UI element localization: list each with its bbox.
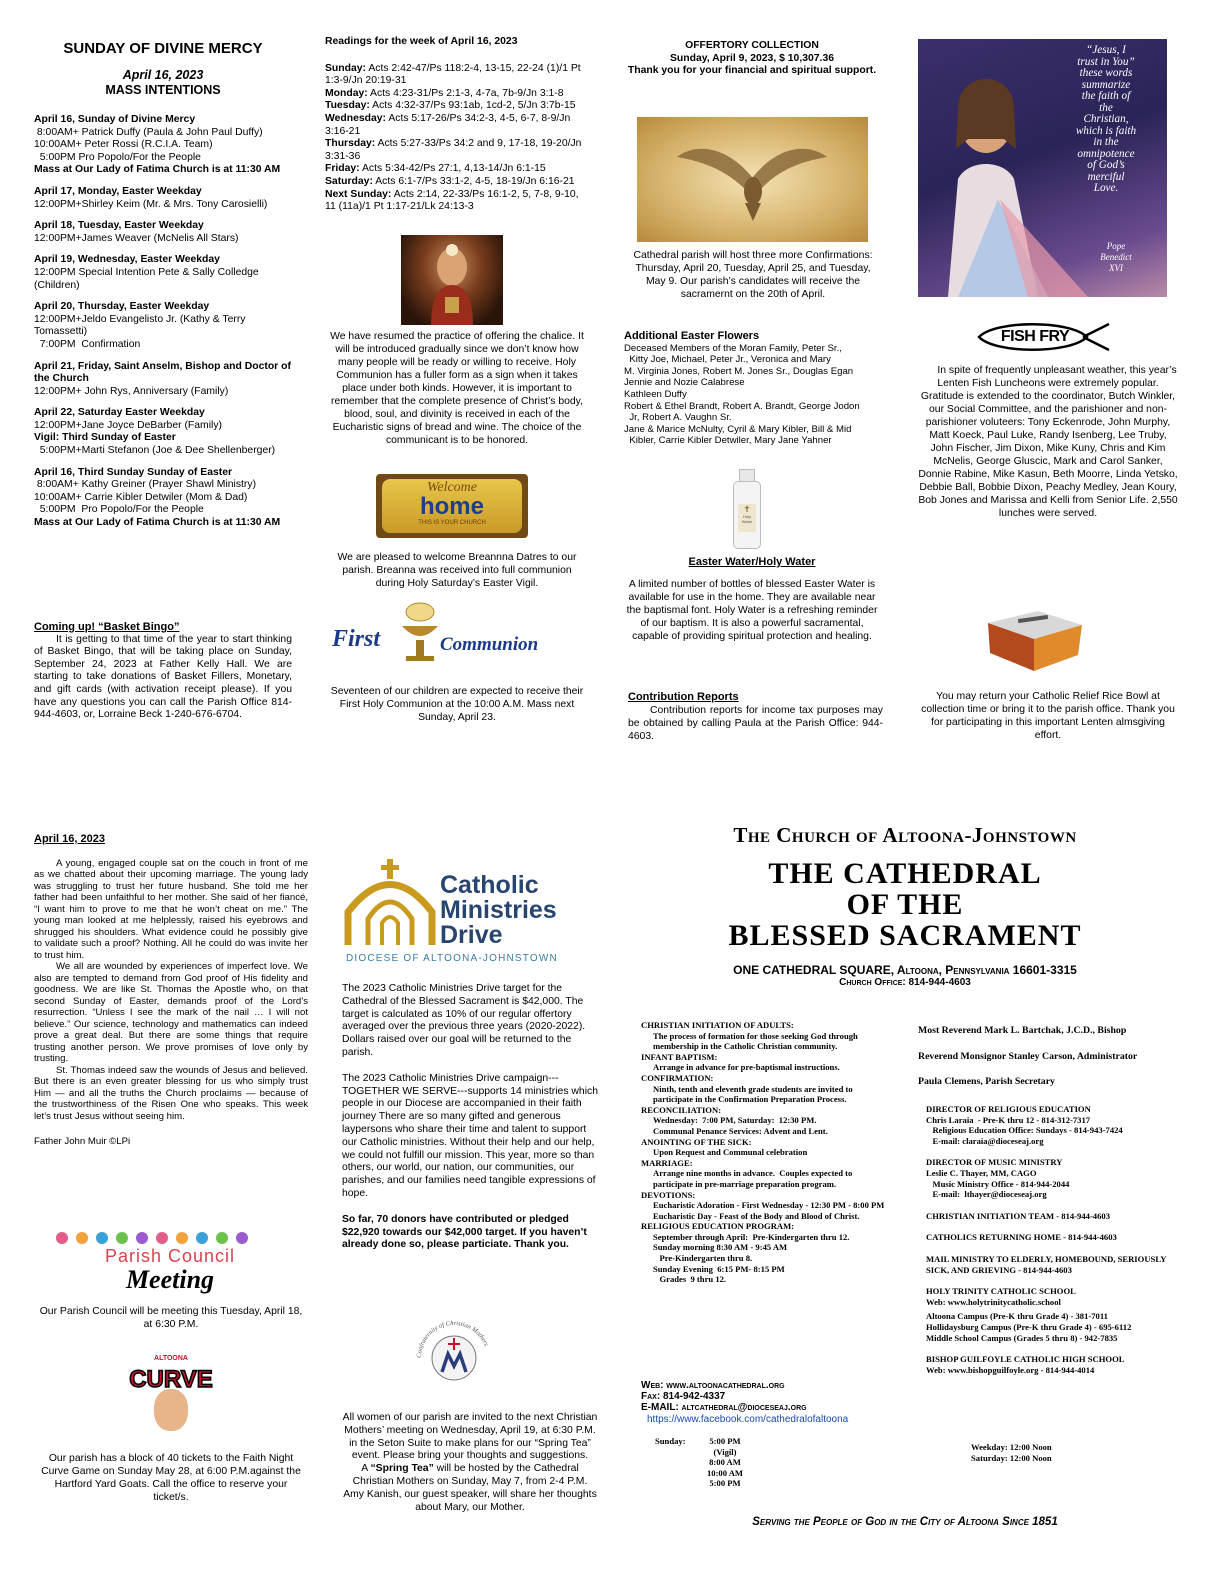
sacrament-title: ANOINTING OF THE SICK: [641, 1136, 752, 1147]
staff-member: Most Reverend Mark L. Bartchak, J.C.D., Bishop [918, 1025, 1127, 1036]
parish-council-text: Our Parish Council will be meeting this Tuesday, April 18, at 6:30 P.M. [39, 1306, 303, 1330]
sacrament-detail: Arrange in advance for pre-baptismal instructions. [653, 1062, 840, 1073]
pastor-reflection [34, 833, 308, 1149]
church-office-phone: Church Office: 814-944-4603 [839, 977, 971, 988]
reading-item [325, 163, 589, 176]
spring-tea-text [342, 1463, 598, 1514]
cmd-paragraph-1: The 2023 Catholic Ministries Drive target for the Cathedral of the Blessed Sacrament is $42,000. The target is calculated as 10% of our regular offertory averaged over the previous three years (2020-2022). Dollars raised over our goal will be returned to the parish. [342, 983, 586, 1058]
staff-list [918, 1025, 1180, 1102]
quote-author-line: XVI [1109, 263, 1123, 273]
sunday-time: 8:00 AM [709, 1457, 741, 1468]
sacrament-detail: Eucharistic Day - Feast of the Body and Blood of Christ. [653, 1210, 860, 1221]
quote-line: omnipotence [1077, 147, 1135, 160]
cmd-text [342, 983, 598, 1252]
reading-text: Acts 2:14, 22-33/Ps 16:1-2, 5, 7-8, 9-10, 11 (11a)/1 Pt 1:17-21/Lk 24:13-3 [325, 188, 579, 213]
parish-council-logo [46, 1228, 294, 1294]
flowers-title: Additional Easter Flowers [624, 330, 760, 342]
director-block [926, 1232, 1184, 1243]
communion-word: Communion [440, 634, 539, 655]
director-detail: Altoona Campus (Pre-K thru Grade 4) - 381-7011 [926, 1311, 1108, 1322]
reflection-paragraph: St. Thomas indeed saw the wounds of Jesus and believed. But there is an even greater blessing for us who simply trust Him — and all the truths the Church proclaims — because of the trustworthiness of the Risen One who speaks. This week let’s trust Jesus without seeing him. [34, 1064, 308, 1122]
sacrament-title: RECONCILIATION: [641, 1104, 722, 1115]
mass-entry-line: 5:00PM Pro Popolo/For the People [34, 504, 204, 516]
reflection-text [34, 858, 308, 1123]
director-block [926, 1286, 1184, 1343]
reading-item [325, 63, 589, 88]
fish-fry-label: FISH FRY [1000, 328, 1070, 345]
cross-icon: ✝ [743, 504, 751, 514]
quote-text [1050, 45, 1162, 195]
reflection-paragraph: We all are wounded by experiences of imperfect love. We also are tempted to demand from God proof of His fidelity and goodness. We are like St. Thomas the Apostle who, on that second Sunday of Easter, demands proof of the Lord’s resurrection. “Unless I see the mark of the nail … I will not believe.” Our science, technology and mathematics can indeed prove a great deal. But there are some things that require trusting another person. We prove promises of love only by trusting. [34, 961, 308, 1065]
staff-member: Reverend Monsignor Stanley Carson, Administrator [918, 1050, 1138, 1062]
sacrament-detail: participate in the Confirmation Preparation Process. [653, 1094, 847, 1105]
catholic-ministries-drive-logo [342, 857, 602, 967]
logo-ministries: Ministries [440, 896, 557, 924]
mass-entry [34, 361, 292, 399]
reading-day: Tuesday: [325, 100, 370, 112]
curve-word: CURVE [129, 1366, 213, 1393]
quote-line: “Jesus, I [1086, 44, 1126, 56]
reading-day: Monday: [325, 87, 368, 99]
weekday-times: Weekday: 12:00 Noon [971, 1442, 1052, 1452]
basket-bingo [34, 621, 292, 722]
communion-text: Seventeen of our children are expected to receive their First Holy Communion at the 10:00 A.M. Mass next Sunday, April 23. [330, 686, 584, 723]
reading-day: Friday: [325, 163, 360, 175]
reading-text: Acts 4:23-31/Ps 2:1-3, 4-7a, 7b-9/Jn 3:1-8 [367, 87, 564, 99]
sacrament-detail: Upon Request and Communal celebration [653, 1147, 808, 1158]
tea-post: will be hosted by the Cathedral Christian Mothers on Sunday, May 7, from 2-4 P.M. Amy Kanish, our guest speaker, will share her thoughts about Mary, our Mother. [343, 1463, 597, 1513]
reading-text: Acts 4:32-37/Ps 93:1ab, 1cd-2, 5/Jn 3:7b-15 [369, 100, 576, 112]
curve-top-label: ALTOONA [154, 1355, 188, 1362]
flowers-line: M. Virginia Jones, Robert M. Jones Sr., Douglas Egan [624, 365, 854, 377]
quote-line: these words [1079, 67, 1133, 79]
mass-entry-line: 12:00PM+Jane Joyce DeBarber (Family) [34, 419, 222, 431]
mass-entry [34, 407, 292, 457]
saturday-times: Saturday: 12:00 Noon [971, 1452, 1052, 1463]
fax-number: Fax: 814-942-4337 [641, 1391, 726, 1402]
reading-day: Thursday: [325, 138, 376, 150]
bottle-label: Holy Water [741, 514, 753, 524]
quote-line: summarize [1081, 78, 1131, 91]
page-title: SUNDAY OF DIVINE MERCY [63, 40, 263, 57]
bingo-title: Coming up! “Basket Bingo” [34, 621, 180, 633]
reading-item [325, 113, 589, 138]
sacrament-title: DEVOTIONS: [641, 1189, 696, 1200]
sunday-time: 5:00 PM (Vigil) [709, 1436, 741, 1457]
curve-text: Our parish has a block of 40 tickets to the Faith Night Curve Game on Sunday May 28, at 6:00 P.M.against the Hartford Yard Goats. Call the office to reserve your ticket/s. [41, 1453, 301, 1503]
sunday-time: 10:00 AM [706, 1467, 744, 1478]
mass-entry-line: 12:00PM+Shirley Keim (Mr. & Mrs. Tony Carosielli) [34, 198, 268, 210]
director-detail: Middle School Campus (Grades 5 thru 8) - 942-7835 [926, 1332, 1118, 1343]
sacrament-detail: September through April: Pre-Kindergarten thru 12. [653, 1231, 850, 1242]
divine-mercy-image [918, 39, 1167, 297]
water-text: A limited number of bottles of blessed Easter Water is available for use in the home. They are available near the baptismal font. Holy Water is a refreshing reminder of our baptism. It is also a powerful sacramental, capable of providing spiritual protection and healing. [626, 578, 878, 642]
mass-entries [34, 114, 292, 530]
quote-line: Love. [1093, 182, 1119, 194]
sacrament-detail: membership in the Catholic Christian community. [653, 1041, 838, 1052]
holy-water-bottle-image [731, 469, 761, 549]
offertory-title: OFFERTORY COLLECTION [685, 40, 819, 51]
holy-water-section [624, 556, 880, 643]
quote-author-line: Benedict [1100, 252, 1132, 262]
readings-title: Readings for the week of April 16, 2023 [325, 36, 518, 47]
mass-entry-line: 10:00AM+ Peter Rossi (R.C.I.A. Team) [34, 139, 213, 151]
logo-catholic: Catholic [440, 871, 539, 899]
mass-entry [34, 220, 292, 245]
sacrament-title: MARRIAGE: [641, 1157, 693, 1168]
quote-line: the [1099, 101, 1113, 114]
quote-line: of God’s [1087, 159, 1125, 171]
reading-text: Acts 6:1-7/Ps 33:1-2, 4-5, 18-19/Jn 6:16-21 [372, 175, 575, 187]
parish-council-title: Parish Council [104, 1246, 236, 1266]
reflection-date: April 16, 2023 [34, 833, 105, 845]
staff-member: Paula Clemens, Parish Secretary [918, 1076, 1055, 1087]
director-detail: Leslie C. Thayer, MM, CAGO [926, 1167, 1037, 1178]
director-title: CATHOLICS RETURNING HOME - 814-944-4603 [926, 1232, 1117, 1243]
mass-entry [34, 467, 292, 530]
quote-line: merciful [1087, 170, 1125, 183]
mass-entry [34, 186, 292, 211]
reading-day: Sunday: [325, 62, 366, 74]
sunday-time: 5:00 PM [709, 1478, 741, 1489]
church-header [640, 822, 1170, 989]
director-block [926, 1254, 1184, 1275]
mass-entry-day: April 20, Thursday, Easter Weekday [34, 301, 210, 313]
offertory-amount: Sunday, April 9, 2023, $ 10,307.36 [669, 52, 835, 64]
mass-schedule-weekday [971, 1442, 1151, 1463]
flowers-line: Kibler, Carrie Kibler Detwiler, Mary Jane Yahner [624, 435, 832, 447]
flowers-line: Deceased Members of the Moran Family, Peter Sr., [624, 342, 842, 354]
sunday-label: Sunday: [655, 1436, 686, 1446]
director-detail: Religious Education Office: Sundays - 814-943-7424 [926, 1125, 1123, 1136]
easter-flowers [624, 330, 888, 447]
welcome-home-image [376, 474, 528, 538]
web-address[interactable]: Web: www.altoonacathedral.org [641, 1380, 785, 1391]
rice-bowl-text: You may return your Catholic Relief Rice Bowl at collection time or bring it to the parish office. Thank you for participating in this important Lenten almsgiving effort. [921, 691, 1175, 741]
sacrament-title: RELIGIOUS EDUCATION PROGRAM: [641, 1221, 795, 1232]
mass-entry-day: April 22, Saturday Easter Weekday [34, 407, 205, 419]
mass-schedule-sunday [655, 1436, 835, 1489]
mass-entry [34, 301, 292, 351]
sacrament-title: CONFIRMATION: [641, 1072, 714, 1083]
parish-council-meeting: Meeting [125, 1265, 215, 1294]
reading-day: Next Sunday: [325, 188, 392, 200]
director-title: BISHOP GUILFOYLE CATHOLIC HIGH SCHOOL [926, 1354, 1125, 1365]
first-word: First [332, 626, 381, 652]
mass-entry-line: 8:00AM+ Patrick Duffy (Paula & John Paul Duffy) [34, 126, 263, 138]
mass-entry-line: 12:00PM+ John Rys, Anniversary (Family) [34, 385, 229, 397]
readings-list [325, 63, 589, 214]
mass-entry-line: 10:00AM+ Carrie Kibler Detwiler (Mom & Dad) [34, 491, 248, 503]
email-address[interactable]: E-MAIL: altcathedral@dioceseaj.org [641, 1402, 807, 1413]
readings [325, 36, 589, 214]
mass-entry-day: April 16, Sunday of Divine Mercy [34, 114, 196, 125]
mass-intentions-heading: MASS INTENTIONS [105, 83, 221, 97]
bingo-text: It is getting to that time of the year to start thinking of Basket Bingo, that will be taking place on Sunday, September 24, 2023 at Father Kelly Hall. We are starting to take donations of Basket Fillers, Monetary, and gift cards (with activation receipt please). If you have any questions you can call the Parish Office 814-944-4603, or, Lorraine Beck 1-240-676-6704. [34, 633, 292, 721]
sacraments-list [641, 1020, 921, 1285]
sacrament-detail: Pre-Kindergarten thru 8. [653, 1253, 753, 1264]
flowers-line: Robert & Ethel Brandt, Robert A. Brandt, George Jodon [624, 400, 860, 412]
quote-line: Christian, [1083, 113, 1129, 125]
director-title: MAIL MINISTRY TO ELDERLY, HOMEBOUND, SERIOUSLY SICK, AND GRIEVING - 814-944-4603 [926, 1253, 1167, 1275]
fish-fry-text: In spite of frequently unpleasant weather, this year’s Lenten Fish Luncheons were extremely popular. Gratitude is extended to the coordinator, Butch Winkler, our Social Committee, and the parishioner and non-parishioner voluteers: Tony Eckenrode, John Murphy, Matt Koeck, Paul Luke, Randy Isenberg, Lee Truby, John Fischer, Jim Dixon, Mike Kuny, Chris and Kim McNelis, George Gluscic, Mark and Carol Sanker, Donnie Rabine, Mike Kasun, Beth Moorre, Linda Yetsko, Debbie Ball, Bobbie Dixon, Peachy Medley, Jean Koury, Bob Jones and Marissa and Kelli from Senior Life. 2,550 lunches were served. [918, 365, 1178, 519]
mass-entry-day: April 18, Tuesday, Easter Weekday [34, 220, 204, 232]
contribution-reports [628, 691, 883, 743]
offertory-thanks: Thank you for your financial and spiritual support. [627, 65, 877, 77]
reading-text: Acts 5:27-33/Ps 34:2 and 9, 17-18, 19-20/Jn 3:31-36 [325, 138, 582, 162]
tea-pre: A [361, 1463, 371, 1475]
christian-mothers-logo [412, 1316, 496, 1400]
mothers-text: All women of our parish are invited to the next Christian Mothers’ meeting on Wednesday, April 19, at 6:30 P.M. in the Seton Suite to make plans for our “Spring Tea” event. Please bring your thoughts and suggestions. [342, 1412, 598, 1462]
director-detail: Hollidaysburg Campus (Pre-K thru Grade 4) - 695-6112 [926, 1321, 1132, 1332]
mass-entry-line: 5:00PM Pro Popolo/For the People [34, 151, 201, 163]
directors-list [926, 1104, 1184, 1386]
sacrament-detail: Wednesday: 7:00 PM, Saturday: 12:30 PM. [653, 1115, 817, 1126]
quote-line: trust in You” [1077, 55, 1135, 68]
director-detail: Web: www.holytrinitycatholic.school [926, 1296, 1061, 1307]
confirmation-text: Cathedral parish will host three more Confirmations: Thursday, April 20, Tuesday, April 25, and Tuesday, May 9. Our parish’s candidates will receive the sacramernt on the 20th of April. [633, 250, 873, 300]
sacrament-detail: Eucharistic Adoration - First Wednesday - 12:30 PM - 8:00 PM [653, 1200, 885, 1211]
mass-entry-day: April 17, Monday, Easter Weekday [34, 185, 202, 197]
offertory-collection [624, 40, 880, 78]
logo-diocese: DIOCESE OF ALTOONA-JOHNSTOWN [346, 953, 558, 964]
mass-entry-line: 12:00PM Special Intention Pete & Sally Colledge (Children) [34, 266, 262, 291]
water-title: Easter Water/Holy Water [688, 556, 816, 568]
reading-item [325, 189, 589, 214]
sacrament-detail: Grades 9 thru 12. [653, 1274, 727, 1285]
reflection-paragraph: A young, engaged couple sat on the couch in front of me as we chatted about their upcoming marriage. The young lady was struggling to trust her future husband. She told me her father had been unfaithful to her mother. She said of her fiancé, “I want him to prove to me that he won’t cheat on me.” The young man looked at me helplessly, raised his eyebrows and shrugged his shoulders. What evidence could he possibly give to validate such a proof? Nothing. All he could do was invite her to trust him. [34, 857, 308, 961]
cmd-paragraph-3: So far, 70 donors have contributed or pledged $22,920 towards our $42,000 target. If you haven’t already done so, please particiate. Thank you. [342, 1213, 587, 1251]
quote-line: the faith of [1081, 90, 1131, 102]
sacrament-detail: participate in pre-marriage preparation program. [653, 1178, 837, 1189]
mass-entry-line: 8:00AM+ Kathy Greiner (Prayer Shawl Ministry) [34, 479, 257, 491]
chalice-text: We have resumed the practice of offering the chalice. It will be introduced gradually since we don’t know how many people will be ready or willing to receive. Holy Communion has a fuller form as a sign when it takes place under both kinds. However, it is important to remember that the complete presence of Christ’s body, blood, soul, and divinity is received in each of the Eucharistic signs of bread and wine. The choice of the communicant is to be honored. [330, 331, 584, 446]
director-block [926, 1354, 1184, 1375]
mass-entry-day: April 16, Third Sunday Sunday of Easter [34, 466, 233, 478]
flowers-line: Jr, Robert A. Vaughn Sr. [624, 412, 732, 424]
logo-drive: Drive [440, 921, 503, 949]
rice-bowl-image [978, 593, 1088, 673]
mass-intentions-column [34, 40, 292, 539]
reading-day: Wednesday: [325, 112, 387, 124]
flowers-line: Kitty Joe, Michael, Peter Jr., Veronica and Mary [624, 354, 831, 366]
director-detail: Chris Laraia - Pre-K thru 12 - 814-312-7317 [926, 1114, 1091, 1125]
mass-entry-note: Mass at Our Lady of Fatima Church is at 11:30 AM [34, 517, 281, 529]
sunday-times [700, 1436, 750, 1489]
director-title: DIRECTOR OF RELIGIOUS EDUCATION [926, 1104, 1091, 1114]
footer-tagline: Serving the People of God in the City of Altoona Since 1851 [752, 1516, 1058, 1528]
director-detail: Music Ministry Office - 814-944-2044 [926, 1178, 1070, 1189]
sacrament-detail: Sunday Evening 6:15 PM- 8:15 PM [653, 1263, 785, 1274]
cathedral-title-3: BLESSED SACRAMENT [728, 919, 1082, 952]
mass-entry-note: Mass at Our Lady of Fatima Church is at 11:30 AM [34, 164, 281, 176]
cathedral-title-2: OF THE [846, 888, 964, 921]
sacrament-detail: Sunday morning 8:30 AM - 9:45 AM [653, 1242, 788, 1253]
mass-entry-line: 12:00PM+James Weaver (McNelis All Stars) [34, 232, 239, 244]
reflection-author: Father John Muir ©LPi [34, 1136, 131, 1148]
director-block [926, 1157, 1184, 1199]
welcome-text: We are pleased to welcome Breannna Datres to our parish. Breanna was received into full communion during Holy Saturday’s Easter Vigil. [337, 552, 577, 589]
reading-day: Saturday: [325, 175, 373, 187]
director-detail: E-mail: lthayer@dioceseaj.org [926, 1189, 1047, 1200]
reading-text: Acts 2:42-47/Ps 118:2-4, 13-15, 22-24 (1)/1 Pt 1:3-9/Jn 20:19-31 [325, 62, 581, 87]
flowers-line: Jane & Marice McNulty, Cyril & Mary Kibler, Bill & Mid [624, 423, 852, 435]
sacrament-title: CHRISTIAN INITIATION OF ADULTS: [641, 1020, 794, 1030]
holy-spirit-dove-image [637, 117, 868, 242]
sacrament-title: INFANT BAPTISM: [641, 1051, 718, 1062]
mass-entry [34, 114, 292, 177]
director-block [926, 1104, 1184, 1146]
contrib-text: Contribution reports for income tax purposes may be obtained by calling Paula at the Parish Office: 944-4603. [628, 704, 883, 742]
contact-info [641, 1380, 921, 1427]
director-title: DIRECTOR OF MUSIC MINISTRY [926, 1157, 1063, 1168]
sacrament-detail: The process of formation for those seeking God through [653, 1030, 858, 1041]
tea-bold: “Spring Tea” [370, 1463, 434, 1475]
director-title: CHRISTIAN INITIATION TEAM - 814-944-4603 [926, 1210, 1110, 1221]
mass-entry-day: April 19, Wednesday, Easter Weekday [34, 254, 220, 266]
church-of-title: The Church of Altoona-Johnstown [733, 823, 1077, 847]
mass-entry-line: 7:00PM Confirmation [34, 338, 141, 350]
sacrament-detail: Ninth, tenth and eleventh grade students are invited to [653, 1083, 853, 1094]
reading-text: Acts 5:34-42/Ps 27:1, 4,13-14/Jn 6:1-15 [359, 163, 546, 175]
mass-date: April 16, 2023 [122, 68, 204, 82]
cmd-paragraph-2: The 2023 Catholic Ministries Drive campaign---TOGETHER WE SERVE---supports 14 ministries which people in our Diocese are accompanied in their faith journey There are so many gifted and generous laypersons who share their time and talent to support our Catholic ministries. Without their help and our help, we could not fulfill our mission. This year, more so than others, our world, our nation, our communities, our parishes, and our families need tangible expressions of hope. [342, 1072, 598, 1199]
reading-item [325, 100, 589, 113]
director-title: HOLY TRINITY CATHOLIC SCHOOL [926, 1286, 1076, 1297]
welcome-word: Welcome [426, 480, 478, 495]
christian-mothers-text [342, 1412, 598, 1514]
mass-entry-line: 5:00PM+Marti Stefanon (Joe & Dee Shellenberger) [34, 445, 276, 457]
mass-entry-note: Vigil: Third Sunday of Easter [34, 432, 176, 444]
quote-author [1086, 241, 1146, 274]
home-word: home [419, 493, 484, 520]
christian-mothers-ring-text: Confraternity of Christian Mothers [415, 1319, 490, 1359]
flowers-line: Kathleen Duffy [624, 388, 687, 400]
quote-author-line: Pope [1106, 241, 1126, 251]
mass-entry-line: 12:00PM+Jeldo Evangelisto Jr. (Kathy & Terry Tomassetti) [34, 313, 249, 338]
reading-item [325, 138, 589, 163]
quote-line: which is faith [1075, 124, 1137, 137]
reading-text: Acts 5:17-26/Ps 34:2-3, 4-5, 6-7, 8-9/Jn 3:16-21 [325, 112, 571, 137]
quote-line: in the [1093, 136, 1119, 148]
sacrament-detail: Arrange nine months in advance. Couples expected to [653, 1168, 853, 1179]
director-block [926, 1211, 1184, 1222]
sacrament-detail: Communal Penance Services: Advent and Lent. [653, 1125, 828, 1136]
director-detail: E-mail: claraia@dioceseaj.org [926, 1135, 1044, 1146]
fish-fry-logo [975, 322, 1113, 352]
director-detail: Web: www.bishopguilfoyle.org - 814-944-4014 [926, 1364, 1095, 1375]
first-communion-image [330, 600, 580, 670]
mass-entry [34, 254, 292, 292]
jesus-eucharist-image [401, 235, 503, 325]
mass-entry-day: April 21, Friday, Saint Anselm, Bishop and Doctor of the Church [34, 360, 291, 385]
church-address: ONE CATHEDRAL SQUARE, Altoona, Pennsylvania 16601-3315 [733, 963, 1077, 977]
contrib-title: Contribution Reports [628, 691, 739, 703]
reading-item [325, 88, 589, 101]
flowers-line: Jennie and Nozie Calabrese [624, 377, 745, 389]
altoona-curve-logo [118, 1355, 224, 1435]
welcome-subtitle: THIS IS YOUR CHURCH [418, 520, 486, 526]
facebook-link[interactable]: https://www.facebook.com/cathedralofaltoona [647, 1414, 849, 1425]
flowers-list [624, 343, 888, 447]
cathedral-title-1: THE CATHEDRAL [768, 857, 1042, 890]
reading-item [325, 176, 589, 189]
